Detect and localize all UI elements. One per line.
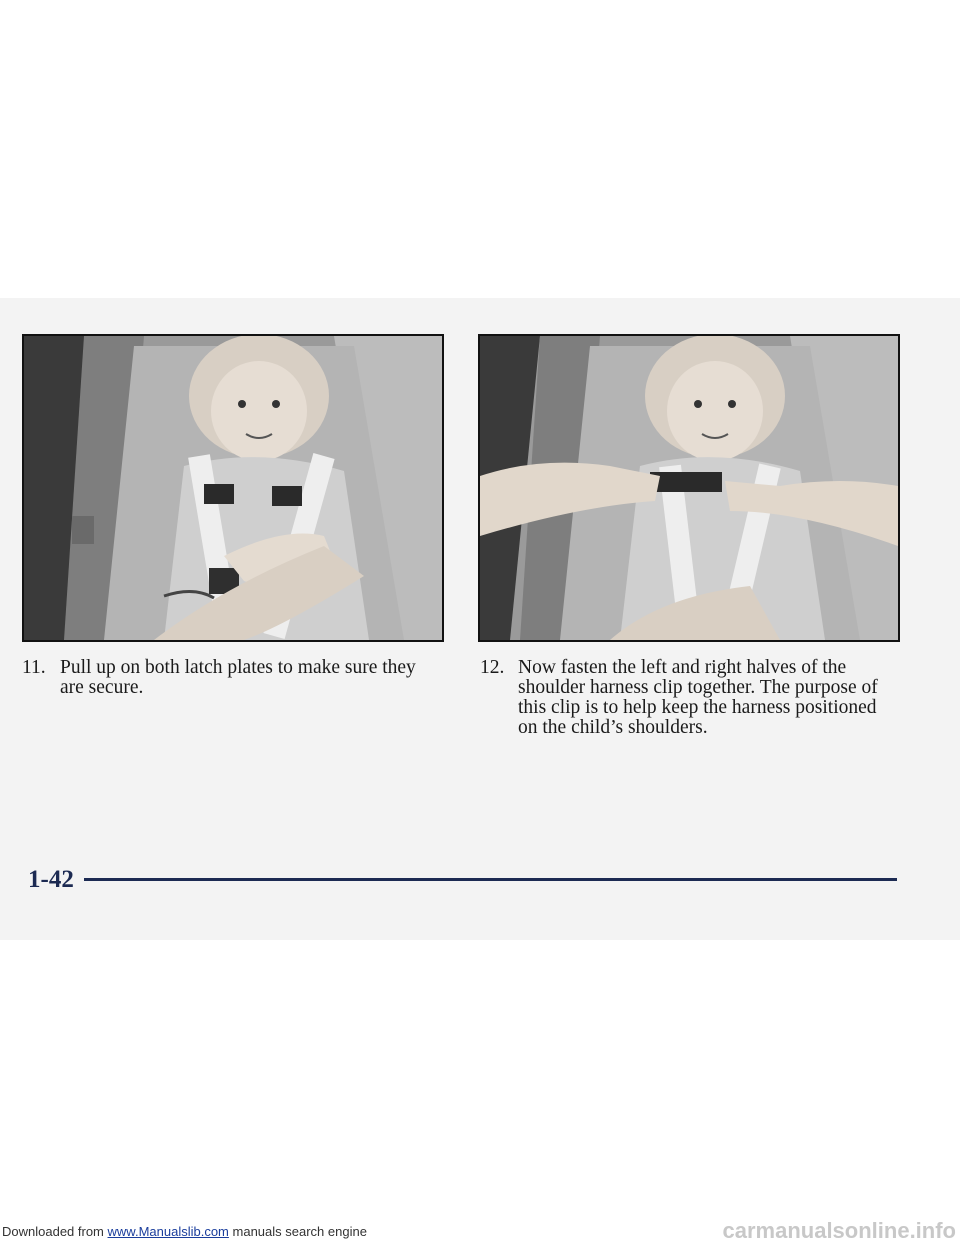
download-banner: [2, 1224, 367, 1239]
illustration-fasten-harness-clip: [478, 334, 900, 642]
footer-rule: [84, 878, 897, 881]
download-suffix: manuals search engine: [232, 1224, 367, 1239]
manualslib-link[interactable]: www.Manualslib.com: [107, 1224, 229, 1239]
step-number: 11.: [22, 657, 46, 678]
page-number: 1-42: [28, 866, 74, 893]
watermark: carmanualsonline.info: [722, 1218, 956, 1243]
step-number: 12.: [480, 657, 505, 678]
step-text: Now fasten the left and right halves of the shoulder harness clip together. The purpose of this clip is to help keep the harness positioned on the child’s shoulders.: [518, 657, 878, 738]
download-prefix: Downloaded from: [2, 1224, 104, 1239]
step-text: Pull up on both latch plates to make sure they are secure.: [60, 657, 416, 698]
illustration-pull-latch-plates: [22, 334, 444, 642]
